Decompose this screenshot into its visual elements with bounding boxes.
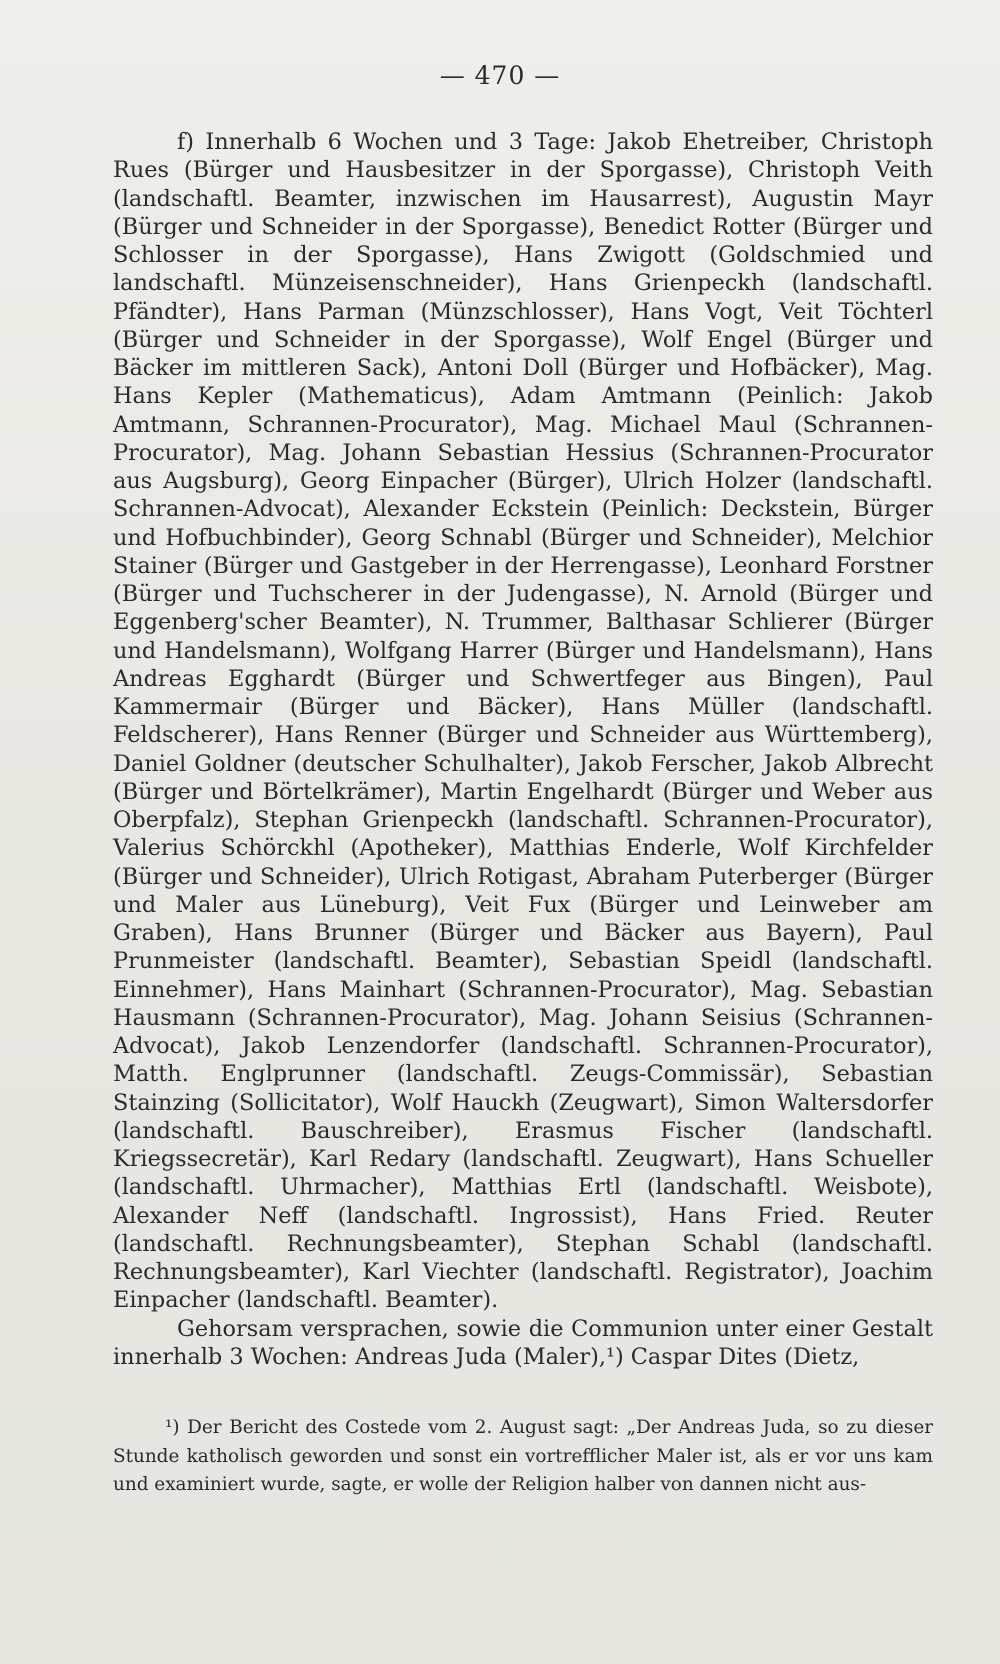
footnote-1: ¹) Der Bericht des Costede vom 2. August sagt: „Der Andreas Juda, so zu dieser Stunde katholisch geworden und sonst ein vortrefflicher Maler ist, als er vor uns kam und examiniert wurde, sagte, er wolle der Religion halber von dannen nicht aus- (113, 1417, 933, 1495)
page-number: — 470 — (439, 61, 561, 90)
paragraph-list-f: f) Innerhalb 6 Wochen und 3 Tage: Jakob Ehetreiber, Christoph Rues (Bürger und Hausbesitzer in der Sporgasse), Christoph Veith (landschaftl. Beamter, inzwischen im Hausarrest), Augustin Mayr (Bürger und Schneider in der Sporgasse), Benedict Rotter (Bürger und Schlosser in der Sporgasse), Hans Zwigott (Goldschmied und landschaftl. Münzeisenschneider), Hans Grienpeckh (landschaftl. Pfändter), Hans Parman (Münzschlosser), Hans Vogt, Veit Töchterl (Bürger und Schneider in der Sporgasse), Wolf Engel (Bürger und Bäcker im mittleren Sack), Antoni Doll (Bürger und Hofbäcker), Mag. Hans Kepler (Mathematicus), Adam Amtmann (Peinlich: Jakob Amtmann, Schrannen-Procurator), Mag. Michael Maul (Schrannen-Procurator), Mag. Johann Sebastian Hessius (Schrannen-Procurator aus Augsburg), Georg Einpacher (Bürger), Ulrich Holzer (landschaftl. Schrannen-Advocat), Alexander Eckstein (Peinlich: Deckstein, Bürger und Hofbuchbinder), Georg Schnabl (Bürger und Schneider), Melchior Stainer (Bürger und Gastgeber in der Herrengasse), Leonhard Forstner (Bürger und Tuchscherer in der Judengasse), N. Arnold (Bürger und Eggenberg'scher Beamter), N. Trummer, Balthasar Schlierer (Bürger und Handelsmann), Wolfgang Harrer (Bürger und Handelsmann), Hans Andreas Egghardt (Bürger und Schwertfeger aus Bingen), Paul Kammermair (Bürger und Bäcker), Hans Müller (landschaftl. Feldscherer), Hans Renner (Bürger und Schneider aus Württemberg), Daniel Goldner (deutscher Schulhalter), Jakob Ferscher, Jakob Albrecht (Bürger und Börtelkrämer), Martin Engelhardt (Bürger und Weber aus Oberpfalz), Stephan Grienpeckh (landschaftl. Schrannen-Procurator), Valerius Schörckhl (Apotheker), Matthias Enderle, Wolf Kirchfelder (Bürger und Schneider), Ulrich Rotigast, Abraham Puterberger (Bürger und Maler aus Lüneburg), Veit Fux (Bürger und Leinweber am Graben), Hans Brunner (Bürger und Bäcker aus Bayern), Paul Prunmeister (landschaftl. Beamter), Sebastian Speidl (landschaftl. Einnehmer), Hans Mainhart (Schrannen-Procurator), Mag. Sebastian Hausmann (Schrannen-Procurator), Mag. Johann Seisius (Schrannen-Advocat), Jakob Lenzendorfer (landschaftl. Schrannen-Procurator), Matth. Englprunner (landschaftl. Zeugs-Commissär), Sebastian Stainzing (Sollicitator), Wolf Hauckh (Zeugwart), Simon Waltersdorfer (landschaftl. Bauschreiber), Erasmus Fischer (landschaftl. Kriegssecretär), Karl Redary (landschaftl. Zeugwart), Hans Schueller (landschaftl. Uhrmacher), Matthias Ertl (landschaftl. Weisbote), Alexander Neff (landschaftl. Ingrossist), Hans Fried. Reuter (landschaftl. Rechnungsbeamter), Stephan Schabl (landschaftl. Rechnungsbeamter), Karl Viechter (landschaftl. Registrator), Joachim Einpacher (landschaftl. Beamter). (113, 129, 933, 1314)
main-text (113, 128, 933, 1371)
paragraph-obedience: Gehorsam versprachen, sowie die Communion unter einer Gestalt innerhalb 3 Wochen: Andreas Juda (Maler),¹) Caspar Dites (Dietz, (113, 1315, 933, 1370)
footnotes (113, 1414, 933, 1500)
